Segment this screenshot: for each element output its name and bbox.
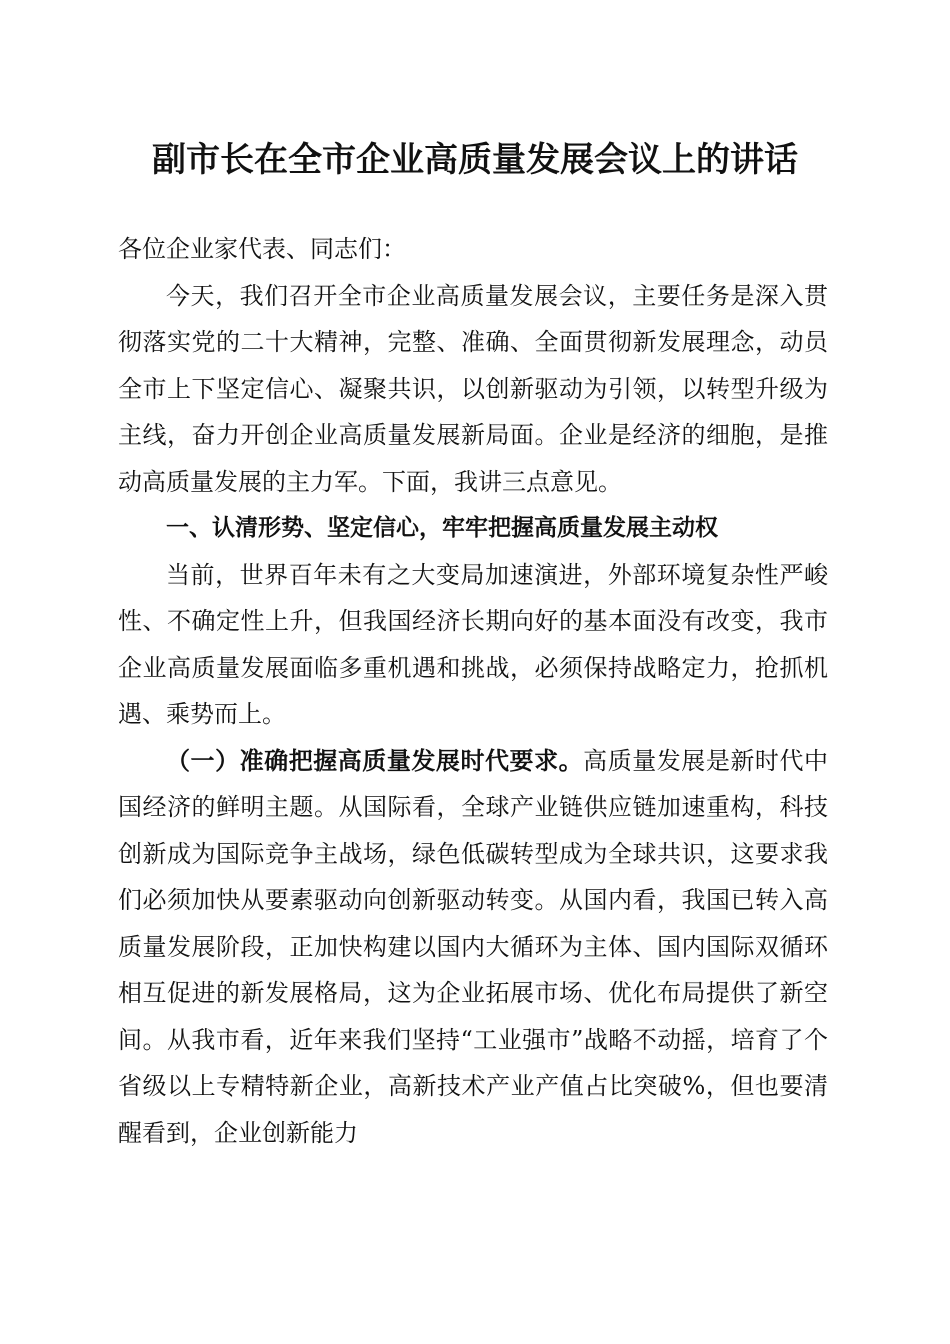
section-1-heading: 一、认清形势、坚定信心，牢牢把握高质量发展主动权: [166, 515, 718, 541]
subsection-1-text: 高质量发展是新时代中国经济的鲜明主题。从国际看，全球产业链供应链加速重构，科技创新成为国际竞争主战场，绿色低碳转型成为全球共识，这要求我们必须加快从要素驱动向创新驱动转变。从国内看，我国已转入高质量发展阶段，正加快构建以国内大循环为主体、国内国际双循环相互促进的新发展格局，这为企业拓展市场、优化布局提供了新空间。从我市看，近年来我们坚持“工业强市”战略不动摇，培育了个省级以上专精特新企业，高新技术产业产值占比突破%，但也要清醒看到，企业创新能力: [118, 746, 829, 1147]
intro-paragraph: 今天，我们召开全市企业高质量发展会议，主要任务是深入贯彻落实党的二十大精神，完整、准确、全面贯彻新发展理念，动员全市上下坚定信心、凝聚共识，以创新驱动为引领，以转型升级为主线，奋力开创企业高质量发展新局面。企业是经济的细胞，是推动高质量发展的主力军。下面，我讲三点意见。: [118, 281, 828, 496]
section-1-intro-paragraph: 当前，世界百年未有之大变局加速演进，外部环境复杂性严峻性、不确定性上升，但我国经济长期向好的基本面没有改变，我市企业高质量发展面临多重机遇和挑战，必须保持战略定力，抢抓机遇、乘势而上。: [118, 560, 828, 728]
document-title: 副市长在全市企业高质量发展会议上的讲话: [152, 140, 798, 180]
subsection-1-heading: （一）准确把握高质量发展时代要求。: [166, 745, 584, 775]
subsection-1-paragraph: [118, 738, 828, 1157]
salutation: 各位企业家代表、同志们：: [118, 235, 406, 263]
document-body: [118, 226, 828, 1156]
